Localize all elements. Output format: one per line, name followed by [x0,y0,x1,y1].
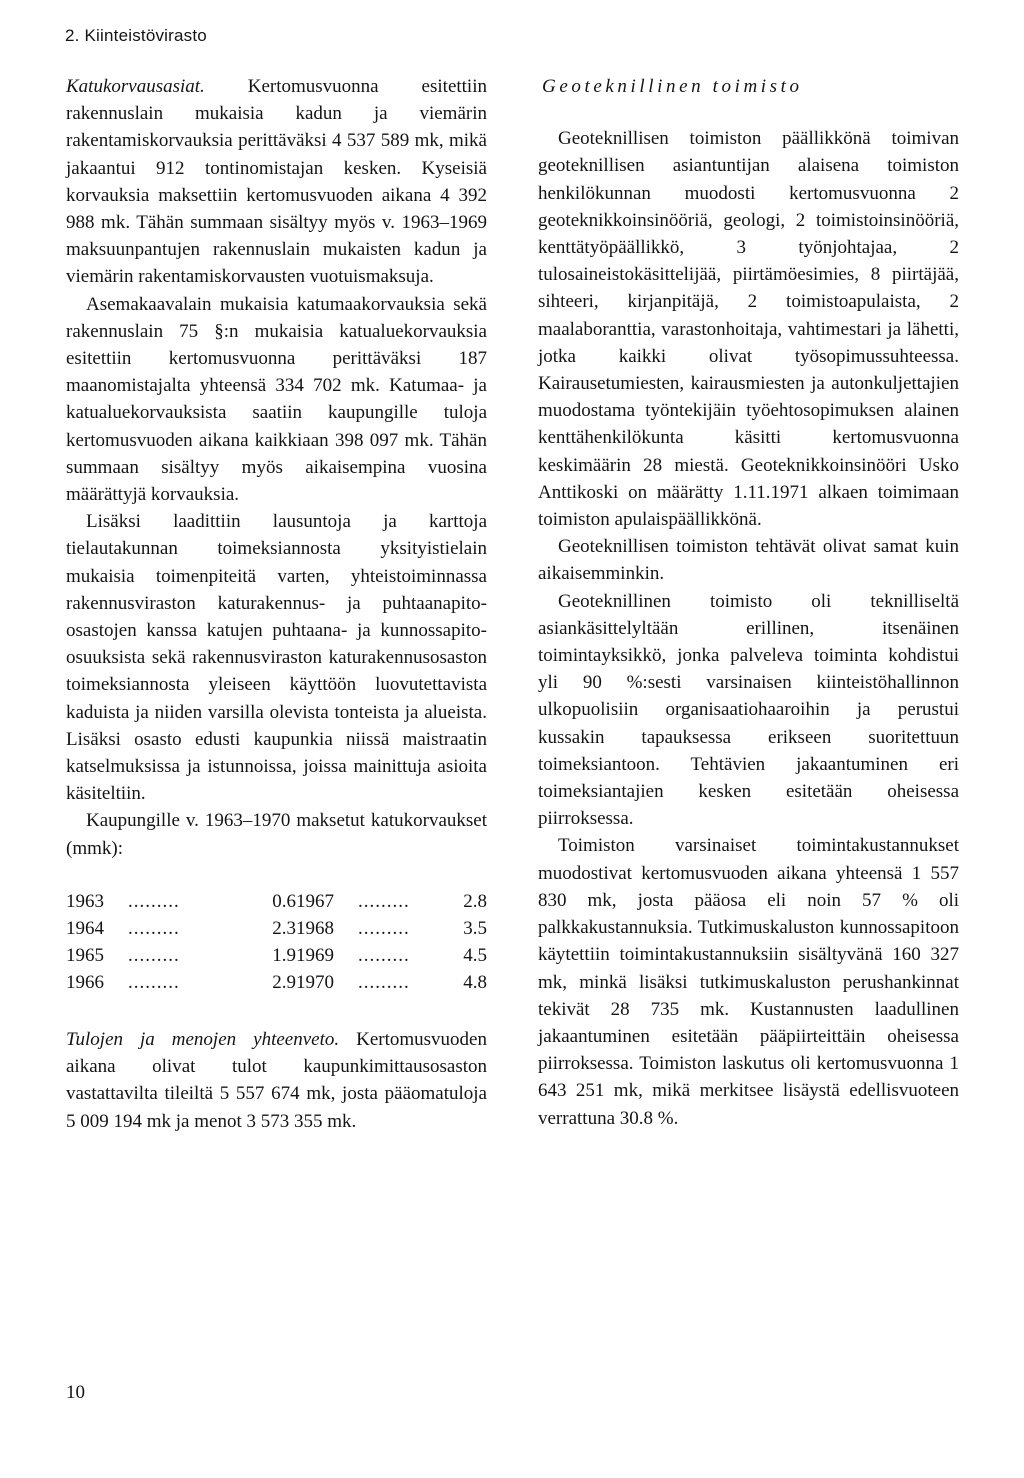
stat-row [66,888,296,915]
stat-year: 1970 [296,971,334,993]
stats-col-1967-1970 [296,888,487,996]
stat-row [296,915,487,942]
left-column [66,73,487,1135]
katukorvaukset-intro: Kaupungille v. 1963–1970 maksetut katukorvaukset (mmk): [66,810,487,859]
katukorvausasiat-title: Katukorvausasiat. [66,76,205,97]
stat-value: 1.9 [272,944,296,966]
henkilokunta-paragraph: Geoteknillisen toimiston päällikkönä toimivan geoteknillisen asiantuntijan alaisena toimiston henkilökunnan muodosti kertomusvuonna 2 geoteknikkoinsinööriä, geologi, 2 toimistoinsinööriä, kenttätyöpäällikkö, 3 työnjohtajaa, 2 tulosaineistokäsittelijää, piirtämöesimies, 8 piirtäjää, sihteeri, kirjanpitäjä, 2 toimistoapulaista, 2 maalaboranttia, varastonhoitaja, vahtimestari ja lähetti, jotka kaikki olivat työsopimussuhteessa. Kairausetumiesten, kairausmiesten ja autonkuljettajien muodostama työntekijäin työehtosopimuksen alainen kenttähenkilökunta käsitti kertomusvuonna keskimäärin 28 miestä. Geoteknikkoinsinööri Usko Anttikoski on määrätty 1.11.1971 alkaen toimimaan toimiston apulaispäällikkönä. [538,128,959,531]
stat-value: 3.5 [463,917,487,939]
yhteenveto-text: Kertomusvuoden aikana olivat tulot kaupunkimittausosaston vastattavilta tileiltä 5 557 674 mk, josta pääomatuloja 5 009 194 mk ja menot 3 573 355 mk. [66,1028,487,1132]
stat-leader: ......... [128,890,180,912]
stat-year: 1964 [66,917,104,939]
stat-leader: ......... [358,971,410,993]
stat-leader: ......... [358,890,410,912]
yhteenveto-title: Tulojen ja menojen yhteenveto. [66,1028,340,1050]
stat-value: 2.3 [272,917,296,939]
stat-row [66,915,296,942]
stat-leader: ......... [358,944,410,966]
stat-value: 4.8 [463,971,487,993]
section-heading: Geoteknillinen toimisto [542,76,803,97]
yhteenveto-paragraph [66,1026,487,1135]
page-number: 10 [66,1382,85,1403]
stat-value: 2.8 [463,890,487,912]
katukorvausasiat-paragraph [66,73,487,291]
stat-value: 4.5 [463,944,487,966]
stat-leader: ......... [128,944,180,966]
stat-row [296,969,487,996]
toimintayksikko-paragraph: Geoteknillinen toimisto oli teknilliseltä asiankäsittelyltään erillinen, itsenäinen toimintayksikkö, jonka palveleva toiminta kohdistui yli 90 %:sesti varsinaisen kiinteistöhallinnon ulkopuolisiin organisaatiohaaroihin ja perustui kussakin tapauksessa erikseen suoritettuun toimeksiantoon. Tehtävien jakaantuminen eri toimeksiantajien kesken esitetään oheisessa piirroksessa. [538,590,959,830]
stat-value: 2.9 [272,971,296,993]
stat-row [296,942,487,969]
stat-value: 0.6 [272,890,296,912]
stat-year: 1967 [296,890,334,912]
stat-year: 1963 [66,890,104,912]
katumaakorvaus-paragraph: Asemakaavalain mukaisia katumaakorvauksia sekä rakennuslain 75 §:n mukaisia katualuekorvauksia esitettiin kertomusvuonna perittäväksi 187 maanomistajalta yhteensä 334 702 mk. Katumaa- ja katualuekorvauksista saatiin kaupungille tuloja kertomusvuoden aikana kaikkiaan 398 097 mk. Tähän summaan sisältyy myös aikaisempina vuosina määrättyjä korvauksia. [66,293,487,506]
katukorvausasiat-text: Kertomusvuonna esitettiin rakennuslain mukaisia kadun ja viemärin rakentamiskorvauksia perittäväksi 4 537 589 mk, mikä jakaantui 912 tontinomistajan kesken. Kyseisiä korvauksia maksettiin kertomusvuoden aikana 4 392 988 mk. Tähän summaan sisältyy myös v. 1963–1969 maksuunpantujen rakennuslain mukaisten kadun ja viemärin rakentamiskorvausten vuotuismaksuja. [66,76,487,288]
running-head: 2. Kiinteistövirasto [65,26,207,45]
stat-year: 1965 [66,944,104,966]
stat-leader: ......... [128,917,180,939]
stat-row [66,942,296,969]
stat-year: 1968 [296,917,334,939]
stat-row [296,888,487,915]
katukorvaukset-table [66,888,487,996]
stat-leader: ......... [358,917,410,939]
tehtavat-paragraph: Geoteknillisen toimiston tehtävät olivat samat kuin aikaisemminkin. [538,536,959,585]
stat-year: 1969 [296,944,334,966]
stat-row [66,969,296,996]
stat-year: 1966 [66,971,104,993]
lausunnot-paragraph: Lisäksi laadittiin lausuntoja ja karttoja tielautakunnan toimeksiannosta yksityistielain mukaisia toimenpiteitä varten, yhteistoiminnassa rakennusviraston katurakennus- ja puhtaanapito-osastojen kanssa katujen puhtaana- ja kunnossapito-osuuksista sekä rakennusviraston katurakennusosaston toimeksiannosta yleiseen käyttöön luovutettavista kaduista ja niiden varsilla olevista tonteista ja alueista. Lisäksi osasto edusti kaupunkia niissä maistraatin katselmuksissa ja istunnoissa, joissa mainittuja asioita käsiteltiin. [66,511,487,805]
stats-col-1963-1966 [66,888,296,996]
right-column [538,73,959,1132]
stat-leader: ......... [128,971,180,993]
kustannukset-paragraph: Toimiston varsinaiset toimintakustannukset muodostivat kertomusvuoden aikana yhteensä 1 557 830 mk, josta pääosa eli noin 57 % oli palkkakustannuksia. Tutkimuskaluston kunnossapitoon käytettiin toimintakustannuksiin sisältyvänä 160 327 mk, minkä lisäksi tutkimuskaluston perushankinnat tekivät 28 735 mk. Kustannusten laadullinen jakaantuminen esitetään pääpiirteittäin oheisessa piirroksessa. Toimiston laskutus oli kertomusvuonna 1 643 251 mk, mikä merkitsee lisäystä edellisvuoteen verrattuna 30.8 %. [538,835,959,1129]
